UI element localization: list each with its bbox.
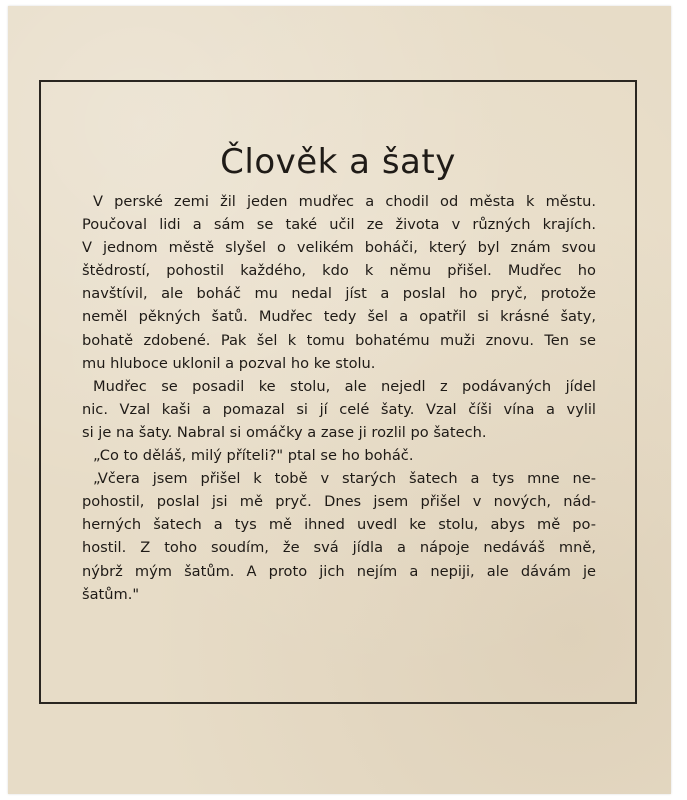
paragraph-2 [82,375,596,444]
text-line: nic. Vzal kaši a pomazal si jí celé šaty. Vzal číši vína a vylil [82,400,596,418]
paragraph-3 [82,444,596,467]
text-line: štědrostí, pohostil každého, kdo k němu přišel. Mudřec ho [82,262,596,280]
page-title: Člověk a šaty [220,142,456,182]
text-line: „Včera jsem přišel k tobě v starých šatech a tys mne ne- [93,470,596,488]
text-line: bohatě zdobené. Pak šel k tomu bohatému muži znovu. Ten se [82,331,596,349]
paragraph-4 [82,467,596,606]
text-line: Mudřec se posadil ke stolu, ale nejedl z podávaných jídel [93,377,596,395]
text-line: hostil. Z toho soudím, že svá jídla a nápoje nedáváš mně, [82,539,596,557]
text-line: šatům." [82,585,140,603]
story-text [82,190,596,606]
text-line: neměl pěkných šatů. Mudřec tedy šel a opatřil si krásné šaty, [82,308,596,326]
text-line: V perské zemi žil jeden mudřec a chodil od města k městu. [93,193,596,210]
text-line: si je na šaty. Nabral si omáčky a zase ji rozlil po šatech. [82,423,487,441]
text-line: navštívil, ale boháč mu nedal jíst a poslal ho pryč, protože [82,285,596,303]
text-line: pohostil, poslal jsi mě pryč. Dnes jsem přišel v nových, nád- [82,493,596,511]
page-card [8,6,671,794]
text-line: Poučoval lidi a sám se také učil ze života v různých krajích. [82,216,596,234]
text-line: herných šatech a tys mě ihned uvedl ke stolu, abys mě po- [82,516,596,534]
text-line: „Co to děláš, milý příteli?" ptal se ho boháč. [93,447,414,465]
text-line: V jednom městě slyšel o velikém boháči, který byl znám svou [82,239,596,257]
text-line: nýbrž mým šatům. A proto jich nejím a nepiji, ale dávám je [82,562,596,580]
paragraph-1 [82,190,596,375]
text-line: mu hluboce uklonil a pozval ho ke stolu. [82,354,376,372]
